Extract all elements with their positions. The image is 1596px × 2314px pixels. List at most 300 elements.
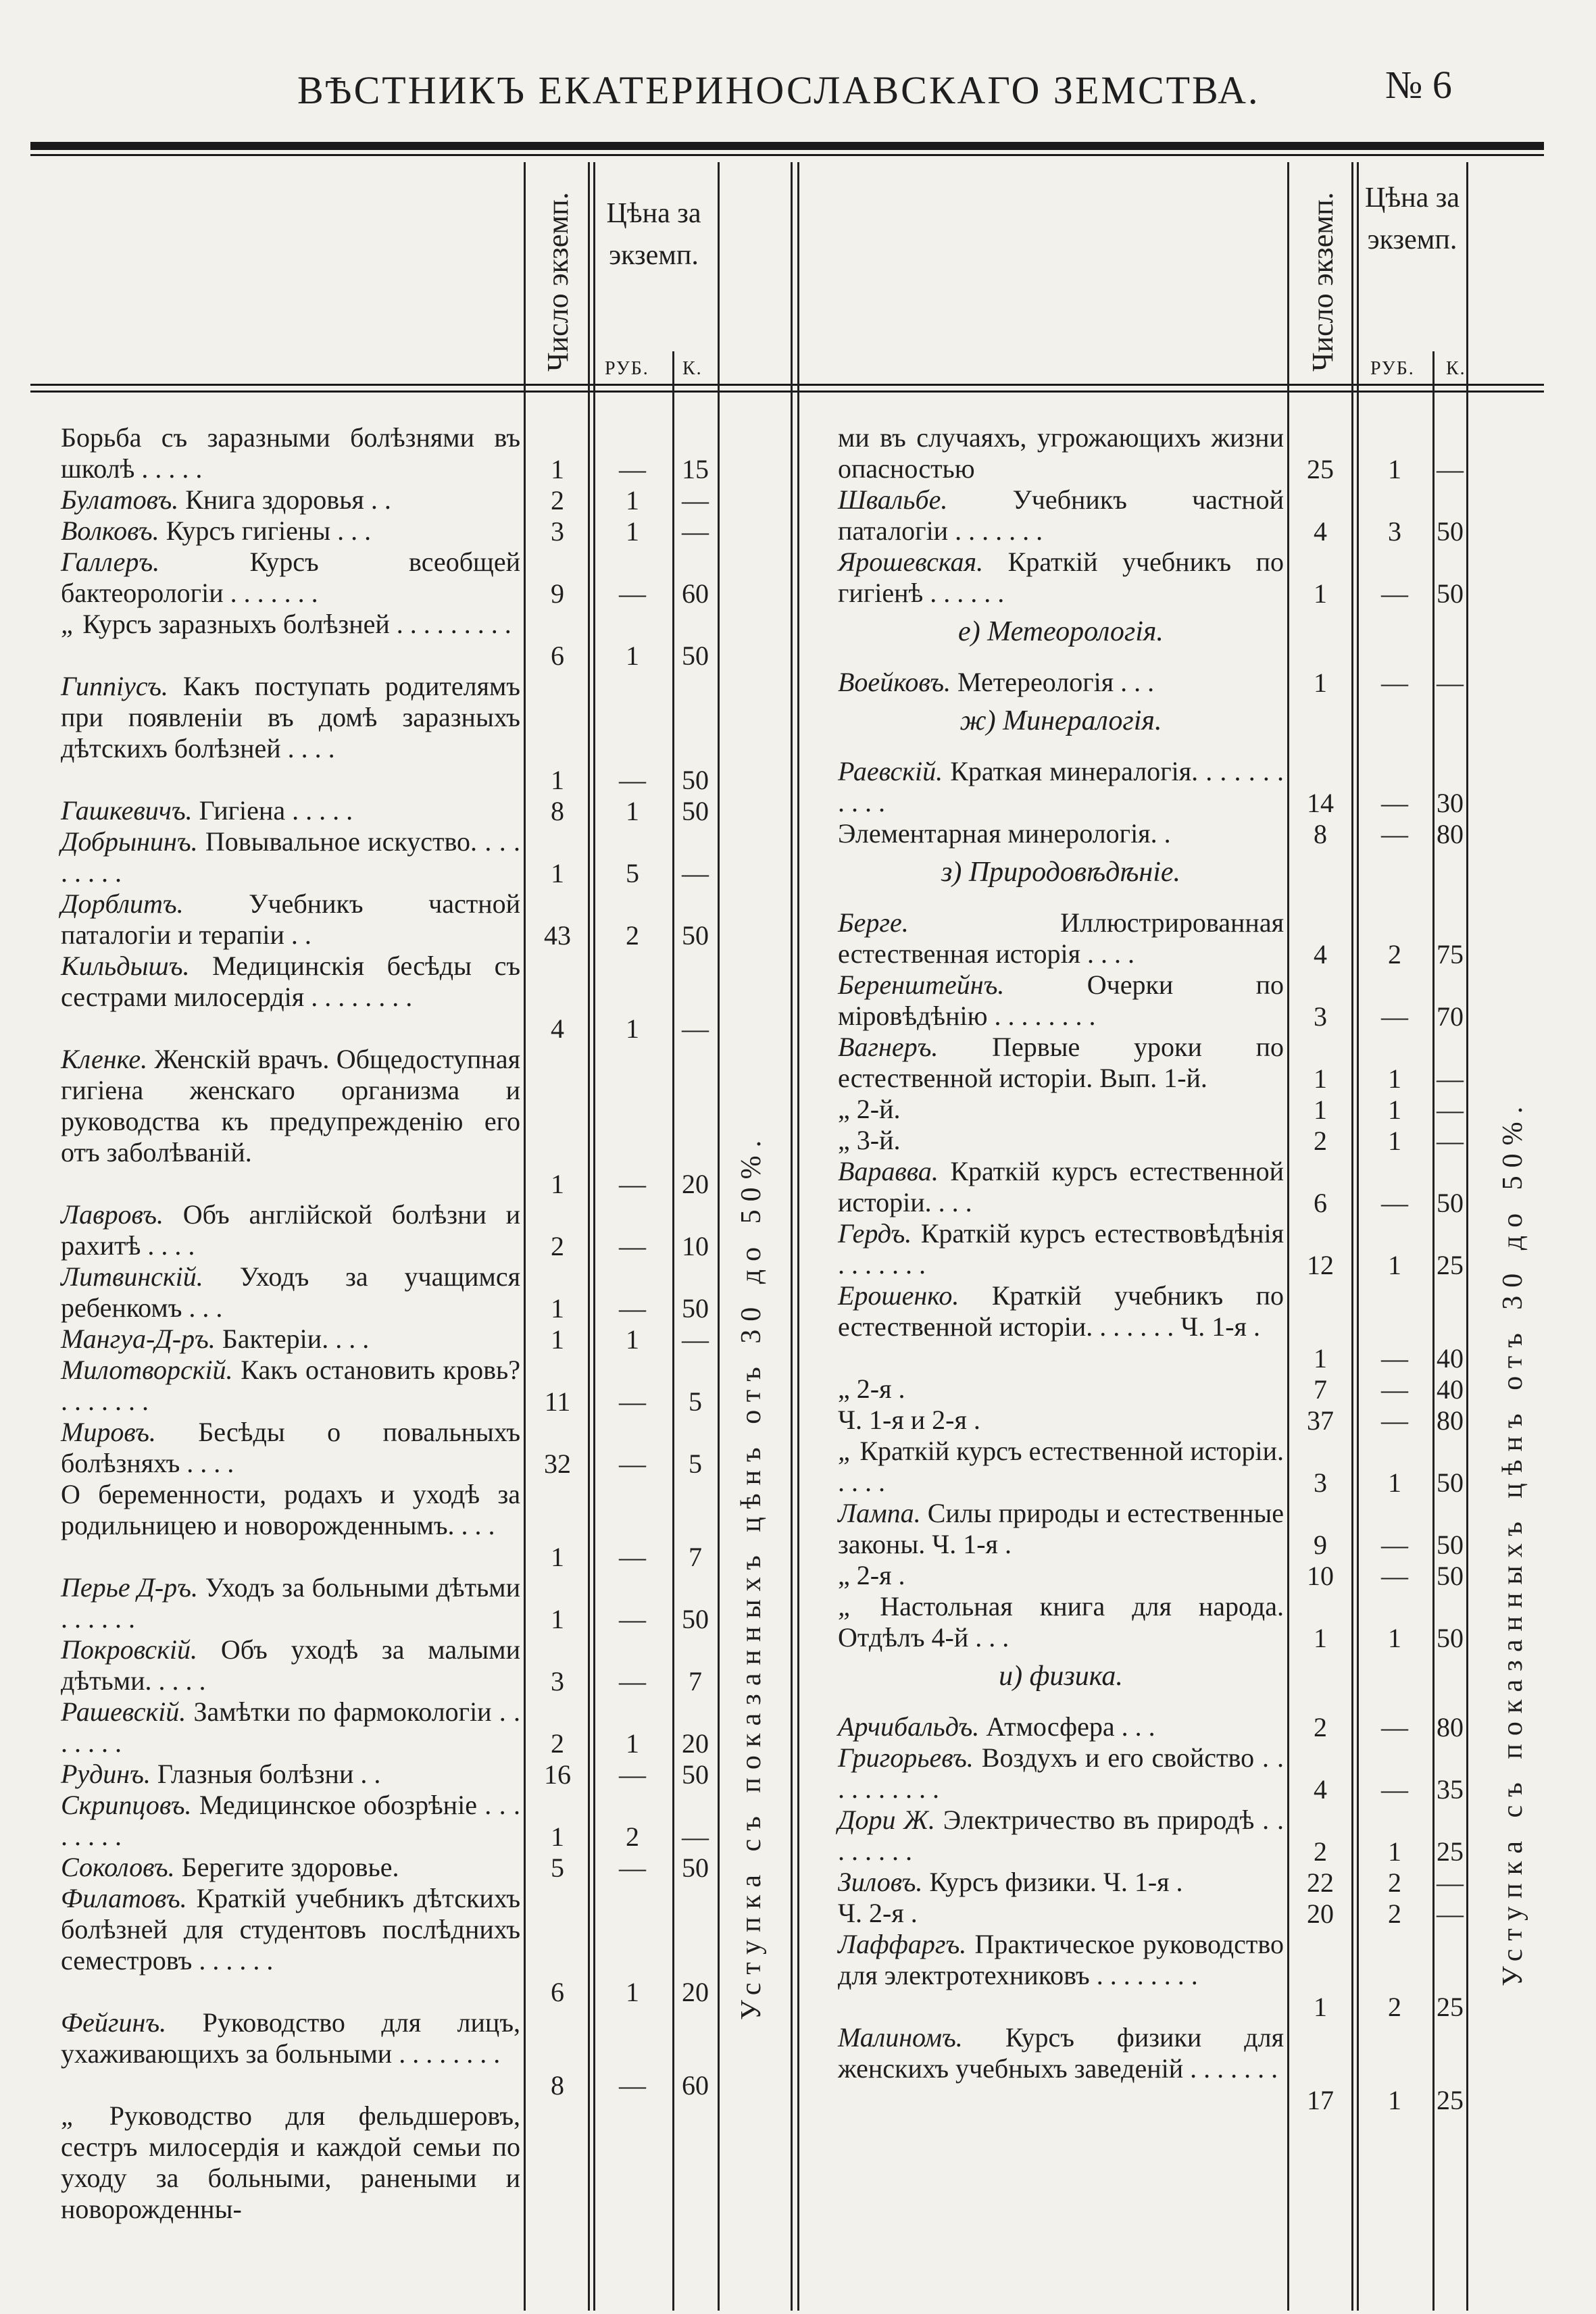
entry-text [61,547,520,609]
entry-copies: 2 [551,1728,564,1759]
entry-copies: 1 [1314,1992,1327,2022]
entry-text [838,2022,1284,2084]
entry-rub: — [1381,1561,1408,1591]
vrule [524,162,526,2311]
entry-rub: 2 [1388,939,1401,970]
list-entry [61,1696,520,1759]
entry-copies: 1 [551,1169,564,1199]
entry-author: Рудинъ. [61,1759,151,1789]
entry-kop: — [682,1013,709,1044]
entry-text [838,1156,1284,1218]
entry-rub: 1 [626,796,639,826]
entry-text [838,1405,1284,1436]
entry-title: Краткій учебникъ по гигіенѣ . . . . . . [838,547,1285,608]
entry-kop: 50 [682,765,709,795]
entry-kop: 50 [682,796,709,826]
entry-kop: — [1437,1095,1464,1125]
entry-title: Медицинскія бесѣды съ сестрами милосердія . . . . . . . . [61,951,521,1012]
entry-title: Бактеріи. . . . [222,1324,370,1354]
entry-copies: 1 [551,765,564,795]
entry-title: Учебникъ частной паталогіи и терапіи . . [61,888,520,950]
entry-rub: 1 [626,485,639,515]
entry-rub: — [619,1604,646,1634]
list-entry [61,1572,520,1634]
list-entry [61,1479,520,1572]
entry-rub: 1 [626,1013,639,1044]
entry-rub: — [619,1759,646,1790]
entry-text [61,671,520,764]
entry-title: Силы природы и естественные законы. Ч. 1-я . [838,1498,1285,1559]
list-entry [838,1867,1284,1898]
entry-author: Булатовъ. [61,484,179,515]
entry-title: Курсъ заразныхъ болѣзней . . . . . . . . . [82,609,512,639]
list-entry [61,795,520,826]
entry-author: Воейковъ. [838,667,951,697]
entry-copies: 32 [544,1449,571,1479]
entry-rub: 1 [1388,1250,1401,1280]
entry-text [838,1032,1284,1094]
entry-kop: 40 [1437,1343,1464,1374]
list-entry [838,2022,1284,2115]
entry-title: Практическое руководство для электротехниковъ . . . . . . . . [838,1929,1284,1990]
top-rule-thin [30,154,1544,156]
issue-number: № 6 [1385,63,1452,107]
entry-copies: 14 [1307,788,1334,818]
list-entry [838,1560,1284,1591]
entry-kop: 50 [682,1853,709,1883]
entry-title: Бесѣды о повальныхъ болѣзняхъ . . . . [61,1417,521,1478]
entry-rub: — [619,1169,646,1199]
list-entry [838,818,1284,849]
entry-author: Лампа. [838,1498,921,1528]
entry-rub: — [619,1449,646,1479]
rub-header: РУБ. [605,358,649,379]
entry-kop: 50 [682,640,709,671]
entry-copies: 2 [551,1231,564,1261]
entry-copies: 12 [1307,1250,1334,1280]
entry-kop: — [682,858,709,888]
entry-kop: 50 [1437,1623,1464,1653]
entry-author: Вагнеръ. [838,1032,939,1062]
entry-rub: — [1381,788,1408,818]
entry-text [61,609,520,640]
entry-kop: 50 [1437,1467,1464,1498]
entry-author: Раевскій. [838,756,943,786]
list-entry [61,1261,520,1324]
entry-text [838,1805,1284,1867]
price-header-right [1358,177,1466,261]
section-heading: е) Метеорологія. [958,616,1164,647]
entry-kop: 10 [682,1231,709,1261]
entry-kop: — [682,1324,709,1355]
entry-copies: 3 [551,516,564,547]
entry-title: Очерки по міровѣдѣнію . . . . . . . . [838,970,1284,1031]
entry-text [838,484,1284,547]
entry-title: Книга здоровья . . [185,484,391,515]
entry-author: Фейгинъ. [61,2007,167,2038]
entry-kop: 15 [682,454,709,484]
entry-title: Электричество въ природѣ . . . . . . . . [838,1805,1285,1866]
entry-copies: 1 [551,454,564,484]
entry-rub: 1 [626,1728,639,1759]
entry-text [838,422,1284,484]
entry-copies: 25 [1307,454,1334,484]
entry-rub: — [1381,1774,1408,1805]
entry-author: Покровскій. [61,1634,198,1665]
entry-title: Метереологія . . . [957,667,1155,697]
entry-rub: 1 [1388,1095,1401,1125]
list-entry [838,547,1284,609]
list-entry [838,1929,1284,2022]
entry-copies: 4 [1314,1774,1327,1805]
entry-copies: 1 [1314,1063,1327,1094]
entry-title: Краткій учебникъ дѣтскихъ болѣзней для студентовъ послѣднихъ семестровъ . . . . . . [61,1883,520,1976]
entry-title: Элементарная минерологія. . [838,818,1171,849]
entry-kop: — [1437,1063,1464,1094]
entry-text [61,1479,520,1541]
entry-kop: 20 [682,1977,709,2007]
entry-text [838,1436,1284,1498]
entry-kop: 20 [682,1728,709,1759]
entry-text [61,1324,520,1355]
vrule [1466,162,1468,2311]
entry-rub: — [619,1666,646,1696]
entry-copies: 1 [551,1821,564,1852]
list-entry [61,888,520,951]
entry-author: Кильдышъ. [61,951,190,981]
entry-text [61,1883,520,1976]
vrule [588,162,590,2311]
entry-text [61,2007,520,2069]
entry-author: Григорьевъ. [838,1742,974,1773]
entry-text [61,1634,520,1696]
vrule [797,162,799,2311]
vrule [1351,162,1353,2311]
entry-title: Гигіена . . . . . [199,795,353,826]
entry-title: Иллюстрированная естественная исторія . . . . [838,907,1284,969]
entry-kop: 50 [682,920,709,951]
list-entry [61,484,520,515]
entry-author: Милотворскій. [61,1355,233,1385]
journal-title: ВѢСТНИКЪ ЕКАТЕРИНОСЛАВСКАГО ЗЕМСТВА. [297,68,1260,112]
list-entry [61,609,520,671]
entry-text [838,667,1284,698]
entry-rub: — [619,2070,646,2101]
entry-copies: 4 [1314,939,1327,970]
entry-author: Лаффаргъ. [838,1929,967,1959]
entry-title: Повывальное искуство. . . . . . . . . [61,826,521,888]
entry-copies: 6 [1314,1188,1327,1218]
section-heading: ж) Минералогія. [959,705,1162,736]
entry-title: „ 3-й. [838,1125,901,1155]
entry-rub: — [619,454,646,484]
list-entry [838,1156,1284,1218]
discount-note-left: Уступка съ показанныхъ цѣнъ отъ 30 до 50%. [736,1132,767,2020]
entry-copies: 20 [1307,1898,1334,1929]
entry-author: Волковъ. [61,515,159,546]
entry-copies: 16 [544,1759,571,1790]
entry-rub: 2 [1388,1992,1401,2022]
entry-author: Малиномъ. [838,2022,963,2053]
entry-author: Рашевскій. [61,1696,186,1727]
entry-title: Атмосфера . . . [986,1711,1155,1742]
entry-author: Галлеръ. [61,547,160,577]
section-heading: з) Природовѣдѣніе. [941,857,1181,888]
entry-kop: 60 [682,2070,709,2101]
entry-title: Краткій учебникъ по естественной исторіи. . . . . . . Ч. 1-я . [838,1280,1285,1342]
header-bottom-rule [30,384,1544,386]
list-entry [838,1125,1284,1156]
list-entry [61,547,520,609]
entry-author: Ерошенко. [838,1280,959,1311]
rub-header-right: РУБ. [1370,358,1415,379]
entry-author: Гашкевичъ. [61,795,193,826]
entry-copies: 5 [551,1853,564,1883]
entry-copies: 3 [1314,1467,1327,1498]
entry-title: Руководство для фельдшеровъ, сестръ милосердія и каждой семьи по уходу за больными, ранеными и новорожденны- [61,2101,521,2224]
entry-author: Мангуа-Д-ръ. [61,1324,216,1354]
entry-author: Ярошевская. [838,547,984,577]
entry-kop: 30 [1437,788,1464,818]
entry-author: Дорблитъ. [61,888,184,919]
entry-author: „ [61,609,76,639]
entry-title: „ 2-й. [838,1094,901,1124]
top-rule [30,142,1544,150]
entry-title: „ 2-я . [838,1560,905,1590]
entry-kop: — [682,1821,709,1852]
list-entry [838,1032,1284,1094]
entry-title: Какъ поступать родителямъ при появленіи въ домѣ заразныхъ дѣтскихъ болѣзней . . . . [61,671,520,763]
entry-author: Варавва. [838,1156,939,1186]
entry-title: Краткій курсъ естествовѣдѣнія . . . . . . . [838,1218,1285,1280]
list-entry [61,1852,520,1883]
entry-copies: 4 [551,1013,564,1044]
entry-text [838,907,1284,970]
entry-kop: 50 [682,1759,709,1790]
list-entry [838,970,1284,1032]
entry-author: Скрипцовъ. [61,1790,192,1820]
entry-text [61,1852,520,1883]
entry-rub: 2 [626,1821,639,1852]
entry-rub: — [1381,1530,1408,1560]
entry-text [61,888,520,951]
entry-rub: — [1381,578,1408,609]
vrule [791,162,793,2311]
entry-title: Краткая минералогія. . . . . . . . . . . [838,756,1284,818]
entry-kop: 50 [1437,1188,1464,1218]
entry-author: Берге. [838,907,909,938]
entry-copies: 1 [1314,1343,1327,1374]
entry-author: Беренштейнъ. [838,970,1005,1000]
entry-kop: 7 [689,1666,702,1696]
entry-rub: — [619,1231,646,1261]
entry-copies: 1 [551,1324,564,1355]
entry-copies: 8 [551,2070,564,2101]
entry-text [61,795,520,826]
entry-author: Перье Д-ръ. [61,1572,198,1603]
entry-title: ми въ случаяхъ, угрожающихъ жизни опасностью [838,422,1284,484]
entry-title: Воздухъ и его свойство . . . . . . . . . . [838,1742,1284,1804]
entry-copies: 1 [551,1604,564,1634]
entry-title: „ 2-я . [838,1374,905,1404]
entry-text [61,1790,520,1852]
list-entry [838,756,1284,818]
entry-title: Ч. 1-я и 2-я . [838,1405,980,1435]
entry-text [61,951,520,1013]
list-entry [61,1883,520,2007]
entry-copies: 22 [1307,1867,1334,1898]
entry-text [838,1094,1284,1125]
entry-copies: 1 [551,858,564,888]
entry-title: Курсъ физики для женскихъ учебныхъ заведеній . . . . . . . [838,2022,1284,2084]
entry-title: Берегите здоровье. [181,1852,399,1882]
list-entry [838,1498,1284,1560]
list-entry [61,422,520,484]
list-entry [838,667,1284,698]
entry-author: „ [838,1436,853,1466]
vrule [1287,162,1289,2311]
entry-text [838,1867,1284,1898]
entry-text [61,515,520,547]
list-entry [61,1417,520,1479]
list-entry [838,1280,1284,1374]
entry-kop: 60 [682,578,709,609]
entry-kop: 80 [1437,1405,1464,1436]
entry-text [838,1374,1284,1405]
list-entry [838,907,1284,970]
entry-text [61,826,520,888]
entry-rub: 3 [1388,516,1401,547]
list-entry [61,515,520,547]
entry-rub: 1 [1388,454,1401,484]
entry-kop: 25 [1437,1250,1464,1280]
list-entry [61,1324,520,1355]
entry-author: Добрынинъ. [61,826,198,857]
entry-rub: 1 [626,1324,639,1355]
entry-text [838,1280,1284,1342]
entry-copies: 17 [1307,2085,1334,2115]
entry-text [61,1572,520,1634]
list-entry [838,484,1284,547]
entry-title: О беременности, родахъ и уходѣ за родильницею и новорожденнымъ. . . . [61,1479,520,1540]
entry-title: Настольная книга для народа. Отдѣлъ 4-й . . . [838,1591,1284,1653]
entry-title: Какъ остановить кровь? . . . . . . . [61,1355,520,1416]
entry-text [61,1199,520,1261]
entry-kop: 80 [1437,1712,1464,1742]
entry-text [61,1696,520,1759]
list-entry [61,1790,520,1852]
entry-kop: 50 [682,1604,709,1634]
entry-author: Кленке. [61,1044,148,1074]
kop-header: К. [682,358,703,379]
entry-text [838,1498,1284,1560]
list-entry [838,422,1284,484]
entry-copies: 9 [1314,1530,1327,1560]
entry-copies: 1 [551,1293,564,1324]
entry-author: Швальбе. [838,484,948,515]
header-bottom-rule-2 [30,391,1544,393]
entry-text [61,422,520,484]
entry-text [838,756,1284,818]
entry-copies: 6 [551,640,564,671]
entry-kop: — [1437,1898,1464,1929]
entry-rub: — [1381,1343,1408,1374]
entry-title: Женскій врачъ. Общедоступная гигіена женскаго организма и руководства къ предупрежденію его отъ заболѣваній. [61,1044,520,1167]
entry-title: Руководство для лицъ, ухаживающихъ за больными . . . . . . . . [61,2007,521,2069]
entry-title: Объ уходѣ за малыми дѣтьми. . . . . [61,1634,521,1696]
entry-kop: — [682,516,709,547]
entry-rub: — [1381,1001,1408,1032]
entry-rub: 1 [626,1977,639,2007]
entry-copies: 8 [551,796,564,826]
entry-kop: 50 [1437,516,1464,547]
list-entry [838,1805,1284,1867]
price-header-text: Цѣна за экземп. [606,198,701,271]
list-entry [838,1436,1284,1498]
list-entry [838,1218,1284,1280]
entry-title: Борьба съ заразными болѣзнями въ школѣ . . . . . [61,422,520,484]
entry-title: Уходъ за учащимся ребенкомъ . . . [61,1261,521,1323]
entry-kop: 50 [682,1293,709,1324]
entry-author: „ [61,2101,76,2131]
entry-author: „ [838,1591,853,1621]
entry-kop: — [1437,668,1464,698]
entry-text [838,1560,1284,1591]
entry-author: Лавровъ. [61,1199,164,1230]
entry-text [838,1929,1284,1991]
list-entry [838,1405,1284,1436]
copies-header-right: Число экземп. [1306,192,1339,372]
entry-kop: 5 [689,1386,702,1417]
entry-kop: 20 [682,1169,709,1199]
entry-rub: — [1381,1374,1408,1405]
list-entry [838,1711,1284,1742]
entry-rub: — [619,1293,646,1324]
entry-title: Уходъ за больными дѣтьми . . . . . . [61,1572,520,1634]
entry-rub: 2 [1388,1898,1401,1929]
vrule [718,162,720,2311]
entry-title: Краткій курсъ естественной исторіи. . . . [838,1156,1285,1217]
entry-text [61,1417,520,1479]
entry-copies: 2 [1314,1712,1327,1742]
entry-copies: 1 [1314,578,1327,609]
entry-rub: 1 [1388,1063,1401,1094]
entry-copies: 2 [551,485,564,515]
entry-rub: — [1381,1188,1408,1218]
kop-header-right: К. [1446,358,1466,379]
entry-copies: 6 [551,1977,564,2007]
entry-copies: 9 [551,578,564,609]
entry-text [61,1044,520,1168]
entry-text [838,1218,1284,1280]
entry-text [61,2101,520,2225]
list-entry [838,1742,1284,1805]
entry-title: Замѣтки по фармокологіи . . . . . . . [61,1696,520,1758]
entry-copies: 1 [1314,668,1327,698]
entry-rub: — [619,1386,646,1417]
list-entry [61,671,520,795]
price-header-right-text: Цѣна за экземп. [1365,182,1460,255]
entry-kop: — [682,485,709,515]
entry-kop: 40 [1437,1374,1464,1405]
entry-kop: 5 [689,1449,702,1479]
discount-note-right: Уступка съ показанныхъ цѣнъ отъ 30 до 50%. [1497,1098,1528,1986]
list-entry [838,1374,1284,1405]
list-entry [61,2007,520,2101]
list-entry [61,1355,520,1417]
entry-title: Курсъ всеобщей бактеорологіи . . . . . . . [61,547,520,608]
entry-text [838,1742,1284,1805]
